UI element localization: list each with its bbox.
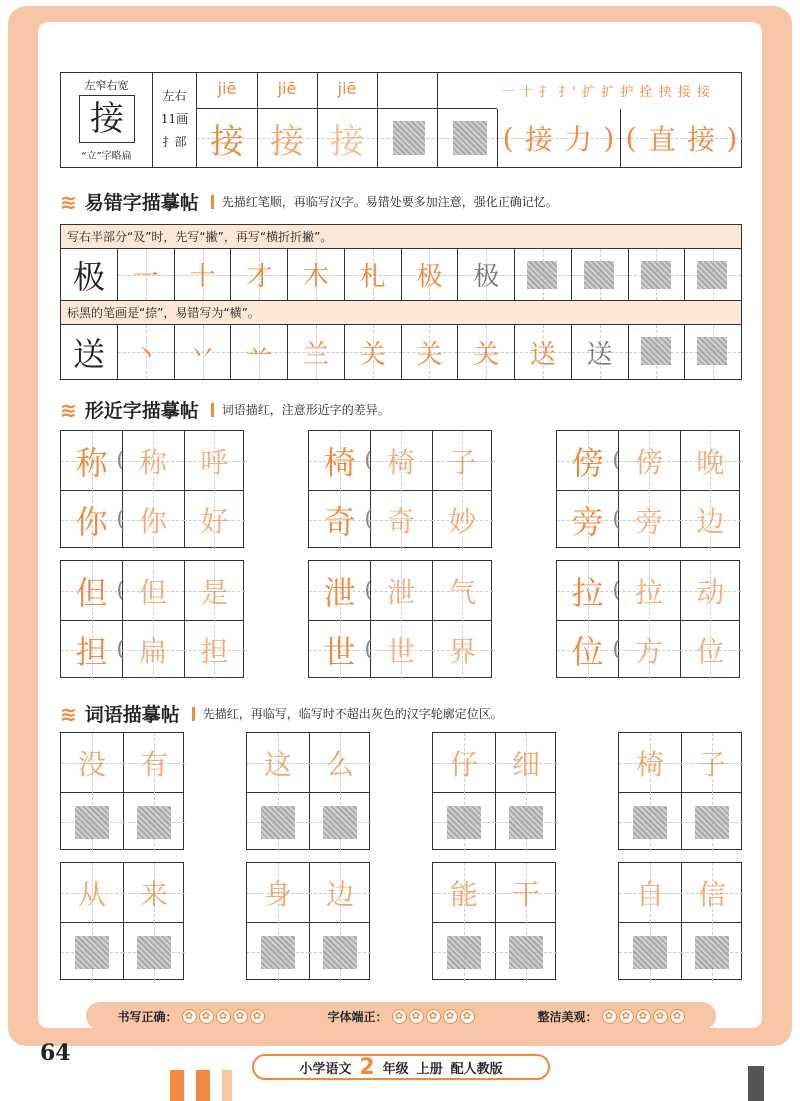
word-grid [432, 732, 556, 850]
stroke-step: 木 [303, 262, 330, 292]
section-error-head [60, 188, 558, 215]
trace-cell [344, 249, 401, 300]
similar-group [556, 430, 740, 548]
section-error-title: 易错字描摹帖 [84, 192, 199, 214]
section-similar-head [60, 396, 390, 423]
char-main-box [61, 73, 153, 167]
rating-star-icon[interactable]: ✿ [182, 1009, 197, 1024]
trace-char-1: 接 [210, 121, 244, 162]
similar-char: 傍 [571, 443, 604, 482]
similar-word-char: 傍 [634, 445, 663, 479]
word-char: 么 [325, 747, 354, 781]
similar-word-char: 子 [448, 445, 477, 479]
trace-cell [287, 325, 344, 379]
trace-cell [514, 249, 571, 300]
rating-star-icon[interactable]: ✿ [653, 1009, 668, 1024]
rating-correct-label: 书写正确： [117, 1009, 178, 1024]
word-char: 从 [77, 877, 106, 911]
stroke-step: 十 [189, 262, 216, 292]
footer-decor-2 [196, 1070, 210, 1101]
word-grid [246, 862, 370, 980]
guide-shade [527, 261, 557, 289]
similar-char: 拉 [571, 573, 604, 612]
pinyin-row [197, 73, 497, 109]
similar-word-char: 旁 [634, 504, 663, 538]
paren-open: ( [364, 636, 373, 662]
rating-star-icon[interactable]: ✿ [426, 1009, 441, 1024]
rating-bar [86, 1002, 716, 1030]
trace-cell [684, 249, 741, 300]
rating-star-icon[interactable]: ✿ [460, 1009, 475, 1024]
paren-open: ( [612, 506, 621, 532]
similar-char: 称 [75, 443, 108, 482]
stroke-step: 关 [359, 339, 386, 370]
rating-neat-label: 字体端正： [327, 1009, 388, 1024]
rating-star-icon[interactable]: ✿ [409, 1009, 424, 1024]
stroke-step: 关 [473, 339, 500, 370]
word-2 [620, 109, 743, 167]
word-1-a: 接 [524, 123, 553, 156]
word-char: 椅 [635, 747, 664, 781]
stroke-step: 丷 [189, 339, 216, 370]
trace-cell [287, 249, 344, 300]
stroke-step: 送 [529, 339, 556, 370]
paren-open: ( [364, 506, 373, 532]
wave-icon: ≋ [60, 701, 77, 726]
similar-group [60, 430, 244, 548]
main-char: 接 [79, 95, 135, 143]
trace-cell [628, 249, 685, 300]
trace-char-2: 接 [270, 121, 304, 162]
star-group [392, 1009, 475, 1024]
word-char: 有 [139, 747, 168, 781]
word-char: 仔 [449, 747, 478, 781]
similar-group [556, 560, 740, 678]
guide-shade [641, 261, 671, 289]
similar-char: 椅 [323, 443, 356, 482]
similar-char: 你 [75, 502, 108, 541]
word-1-open: ( [502, 121, 514, 155]
rating-star-icon[interactable]: ✿ [250, 1009, 265, 1024]
trace-cell [571, 325, 628, 379]
similar-word-char: 是 [200, 575, 229, 609]
guide-shade [137, 806, 171, 839]
book-term: 上册 [416, 1061, 443, 1077]
similar-word-char: 椅 [386, 445, 415, 479]
pinyin-2: jiē [277, 79, 297, 98]
error-row-1 [61, 249, 741, 301]
word-grid [60, 862, 184, 980]
word-2-open: ( [625, 121, 637, 155]
word-1 [497, 109, 620, 167]
word-grid [618, 862, 742, 980]
similar-char: 世 [323, 632, 356, 671]
guide-shade-2 [453, 121, 487, 155]
trace-cell [117, 249, 174, 300]
word-char: 身 [263, 877, 292, 911]
rating-star-icon[interactable]: ✿ [199, 1009, 214, 1024]
wave-icon: ≋ [60, 397, 77, 422]
similar-word-char: 你 [138, 504, 167, 538]
char-card [60, 72, 742, 168]
book-grade-num: 2 [359, 1054, 375, 1080]
paren-open: ( [612, 577, 621, 603]
word-2-a: 直 [647, 123, 676, 156]
guide-shade [641, 337, 671, 365]
word-char: 边 [325, 877, 354, 911]
trace-cell [174, 325, 231, 379]
paren-open: ( [116, 577, 125, 603]
similar-char: 位 [571, 632, 604, 671]
error-char-2: 送 [72, 335, 105, 373]
error-table [60, 224, 742, 380]
guide-shade [633, 806, 667, 839]
guide-shade [695, 806, 729, 839]
divider-bar [192, 707, 195, 721]
similar-char: 担 [75, 632, 108, 671]
word-2-close: ) [726, 121, 738, 155]
word-grid [60, 732, 184, 850]
paren-open: ( [116, 506, 125, 532]
book-edition: 配人教版 [450, 1061, 503, 1077]
stroke-step: 才 [246, 262, 273, 292]
paren-open: ( [612, 447, 621, 473]
stroke-step: 丶 [132, 339, 159, 370]
similar-word-char: 泄 [386, 575, 415, 609]
footer-decor-1 [170, 1070, 184, 1101]
section-words-desc: 先描红，再临写，临写时不超出灰色的汉字轮廓定位区。 [202, 707, 503, 721]
error-note-2: 标黑的笔画是“捺”，易错写为“横”。 [61, 301, 741, 325]
guide-shade [75, 936, 109, 969]
stroke-step: 兰 [303, 339, 330, 370]
paren-open: ( [612, 636, 621, 662]
similar-word-char: 界 [448, 634, 477, 668]
structure-note: 左窄右宽 [84, 79, 129, 92]
section-words-head [60, 700, 503, 727]
similar-group [308, 430, 492, 548]
paren-open: ( [116, 447, 125, 473]
rating-clean-label: 整洁美观： [537, 1009, 598, 1024]
trace-cell [401, 249, 458, 300]
guide-shade [697, 261, 727, 289]
trace-cell [230, 249, 287, 300]
word-grid [432, 862, 556, 980]
stroke-step: 极 [473, 262, 500, 292]
stroke-step: 极 [416, 262, 443, 292]
guide-shade [137, 936, 171, 969]
guide-shade-1 [393, 121, 425, 155]
similar-word-char: 好 [200, 504, 229, 538]
error-row-2 [61, 325, 741, 379]
rating-star-icon[interactable]: ✿ [233, 1009, 248, 1024]
stroke-step: 䒑 [246, 339, 273, 370]
guide-shade [697, 337, 727, 365]
similar-word-char: 呼 [200, 445, 229, 479]
rating-neat [327, 1008, 474, 1025]
pinyin-3: jiē [337, 79, 357, 98]
guide-shade [261, 806, 295, 839]
similar-word-char: 晚 [696, 445, 725, 479]
rating-star-icon[interactable]: ✿ [636, 1009, 651, 1024]
section-error-desc: 先描红笔顺，再临写汉字。易错处要多加注意，强化正确记忆。 [221, 195, 558, 209]
stroke-order: 一 十 扌 扌' 扩 扩 护 拴 挟 接 接 [501, 85, 711, 100]
star-group [182, 1009, 265, 1024]
guide-shade [323, 806, 357, 839]
guide-shade [695, 936, 729, 969]
section-words-title: 词语描摹帖 [84, 704, 180, 726]
similar-group [308, 560, 492, 678]
similar-char: 但 [75, 573, 108, 612]
char-strokes: 11画 [160, 112, 189, 126]
trace-cell [401, 325, 458, 379]
guide-shade [323, 936, 357, 969]
trace-cell [571, 249, 628, 300]
word-grid [618, 732, 742, 850]
word-char: 干 [511, 877, 540, 911]
rating-star-icon[interactable]: ✿ [443, 1009, 458, 1024]
similar-char: 旁 [571, 502, 604, 541]
trace-cell [230, 325, 287, 379]
word-char: 这 [263, 747, 292, 781]
similar-word-char: 方 [634, 634, 663, 668]
guide-shade [584, 261, 614, 289]
rating-star-icon[interactable]: ✿ [619, 1009, 634, 1024]
guide-shade [447, 936, 481, 969]
similar-word-char: 称 [138, 445, 167, 479]
word-char: 来 [139, 877, 168, 911]
divider-bar [211, 403, 214, 417]
similar-char: 奇 [323, 502, 356, 541]
footer-decor-4 [748, 1066, 764, 1101]
guide-shade [509, 936, 543, 969]
rating-star-icon[interactable]: ✿ [670, 1009, 685, 1024]
error-char-1: 极 [72, 258, 105, 296]
similar-word-char: 扁 [138, 634, 167, 668]
trace-char-3: 接 [330, 121, 364, 162]
rating-star-icon[interactable]: ✿ [216, 1009, 231, 1024]
word-1-b: 力 [564, 123, 593, 156]
word-2-b: 接 [687, 123, 716, 156]
similar-word-char: 奇 [386, 504, 415, 538]
rating-clean [537, 1008, 684, 1025]
similar-word-char: 世 [386, 634, 415, 668]
rating-star-icon[interactable]: ✿ [602, 1009, 617, 1024]
section-similar-desc: 词语描红，注意形近字的差异。 [221, 403, 390, 417]
radical-note: “立”字略扁 [81, 151, 132, 162]
trace-row [197, 109, 743, 167]
guide-shade [447, 806, 481, 839]
pinyin-1: jiē [217, 79, 237, 98]
wave-icon: ≋ [60, 189, 77, 214]
trace-cell [117, 325, 174, 379]
section-similar-title: 形近字描摹帖 [84, 400, 199, 422]
char-radical: 扌部 [162, 135, 187, 149]
paren-open: ( [364, 447, 373, 473]
guide-shade [509, 806, 543, 839]
similar-word-char: 气 [448, 575, 477, 609]
char-position: 左右 [162, 89, 187, 103]
similar-char: 泄 [323, 573, 356, 612]
paren-open: ( [364, 577, 373, 603]
similar-group [60, 560, 244, 678]
similar-word-char: 位 [696, 634, 725, 668]
stroke-step: 札 [359, 262, 386, 292]
stroke-step: 一 [132, 262, 159, 292]
trace-cell [344, 325, 401, 379]
trace-cell [457, 325, 514, 379]
stroke-step: 送 [586, 339, 613, 370]
trace-cell [514, 325, 571, 379]
guide-shade [261, 936, 295, 969]
error-note-1: 写右半部分“及”时，先写“撇”，再写“横折折撇”。 [61, 225, 741, 249]
word-grid [246, 732, 370, 850]
similar-word-char: 动 [696, 575, 725, 609]
word-char: 信 [697, 877, 726, 911]
book-subject: 小学语文 [299, 1061, 352, 1077]
book-label [252, 1054, 550, 1080]
footer-decor-3 [222, 1070, 232, 1101]
trace-cell [174, 249, 231, 300]
similar-word-char: 但 [138, 575, 167, 609]
guide-shade [75, 806, 109, 839]
similar-word-char: 妙 [448, 504, 477, 538]
paren-open: ( [116, 636, 125, 662]
trace-cell [457, 249, 514, 300]
trace-cell [628, 325, 685, 379]
stroke-step: 关 [416, 339, 443, 370]
similar-word-char: 担 [200, 634, 229, 668]
trace-cell [684, 325, 741, 379]
guide-shade [633, 936, 667, 969]
word-char: 细 [511, 747, 540, 781]
word-char: 没 [77, 747, 106, 781]
rating-star-icon[interactable]: ✿ [392, 1009, 407, 1024]
book-grade: 年级 [382, 1061, 409, 1077]
page-number: 64 [40, 1040, 71, 1066]
word-char: 自 [635, 877, 664, 911]
word-char: 能 [449, 877, 478, 911]
char-info [153, 73, 197, 167]
word-1-close: ) [603, 121, 615, 155]
divider-bar [211, 195, 214, 209]
similar-word-char: 拉 [634, 575, 663, 609]
rating-correct [117, 1008, 264, 1025]
similar-word-char: 边 [696, 504, 725, 538]
word-char: 子 [697, 747, 726, 781]
star-group [602, 1009, 685, 1024]
